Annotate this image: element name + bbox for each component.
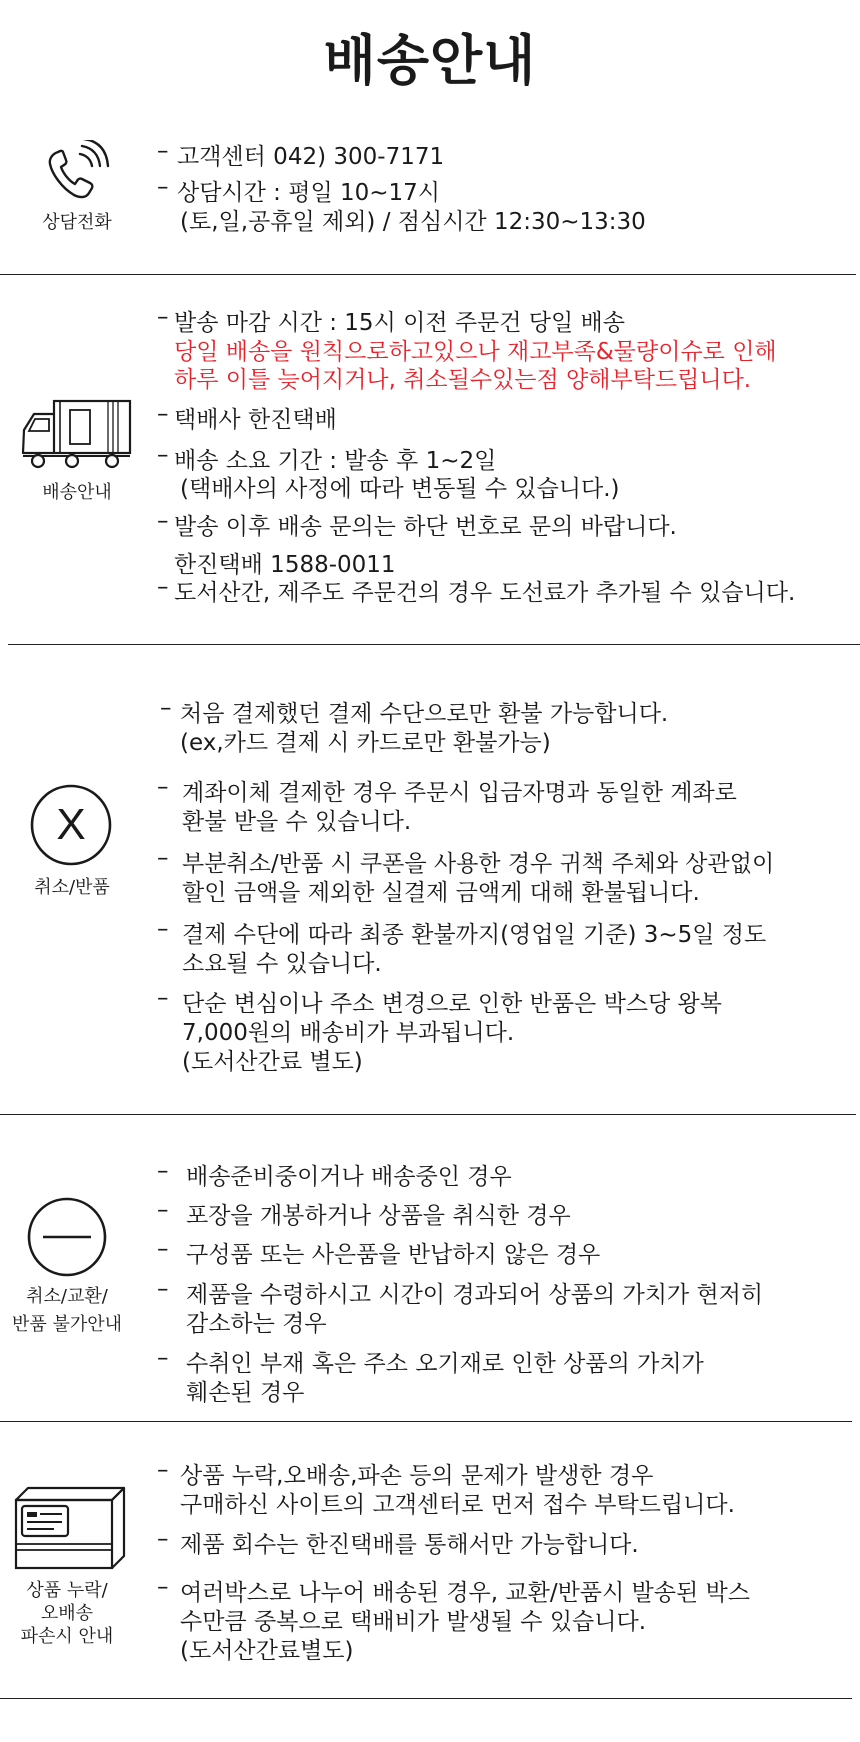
dash-marker: – xyxy=(157,304,169,330)
truck-icon xyxy=(20,398,134,470)
shipping-notice-line: 당일 배송을 원칙으로하고있으나 재고부족&물량이슈로 인해 xyxy=(174,339,777,365)
dash-marker: – xyxy=(157,1574,169,1600)
section-no-cancel-label: 취소/교환/ xyxy=(26,1286,108,1307)
divider xyxy=(0,274,856,275)
dash-marker: – xyxy=(157,845,169,871)
cancel-line: 계좌이체 결제한 경우 주문시 입금자명과 동일한 계좌로 xyxy=(182,780,737,806)
dash-marker: – xyxy=(157,1526,169,1552)
missing-line: 구매하신 사이트의 고객센터로 먼저 접수 부탁드립니다. xyxy=(180,1492,735,1518)
dash-marker: – xyxy=(160,695,172,721)
no-cancel-line: 포장을 개봉하거나 상품을 취식한 경우 xyxy=(186,1203,571,1229)
cancel-line: (ex,카드 결제 시 카드로만 환불가능) xyxy=(180,730,551,756)
dash-marker: – xyxy=(157,442,169,468)
missing-line: (도서산간료별도) xyxy=(180,1638,354,1664)
dash-marker: – xyxy=(157,574,169,600)
svg-text:X: X xyxy=(56,800,86,849)
cancel-x-icon xyxy=(29,783,113,867)
cancel-line: 결제 수단에 따라 최종 환불까지(영업일 기준) 3~5일 정도 xyxy=(182,922,767,948)
dash-marker: – xyxy=(157,1197,169,1223)
dash-marker: – xyxy=(157,916,169,942)
cancel-line: 처음 결제했던 결제 수단으로만 환불 가능합니다. xyxy=(180,701,669,727)
cancel-line: 부분취소/반품 시 쿠폰을 사용한 경우 귀책 주체와 상관없이 xyxy=(182,851,775,877)
section-missing-label: 파손시 안내 xyxy=(20,1626,114,1647)
phone-line: 고객센터 042) 300-7171 xyxy=(177,144,445,170)
dash-marker: – xyxy=(157,401,169,427)
shipping-line: 발송 마감 시간 : 15시 이전 주문건 당일 배송 xyxy=(174,310,625,336)
section-no-cancel-label: 반품 불가안내 xyxy=(11,1314,123,1335)
no-cancel-line: 수취인 부재 혹은 주소 오기재로 인한 상품의 가치가 xyxy=(186,1351,704,1377)
dash-marker: – xyxy=(157,1457,169,1483)
dash-marker: – xyxy=(157,1158,169,1184)
shipping-line: 택배사 한진택배 xyxy=(174,407,337,433)
no-cancel-line: 감소하는 경우 xyxy=(186,1311,327,1337)
no-cancel-line: 배송준비중이거나 배송중인 경우 xyxy=(186,1164,512,1190)
shipping-line: (택배사의 사정에 따라 변동될 수 있습니다.) xyxy=(180,476,620,502)
phone-line: (토,일,공휴일 제외) / 점심시간 12:30~13:30 xyxy=(180,209,646,235)
cancel-line: 환불 받을 수 있습니다. xyxy=(182,809,412,835)
section-shipping-label: 배송안내 xyxy=(42,482,112,503)
dash-marker: – xyxy=(157,1236,169,1262)
cancel-line: 단순 변심이나 주소 변경으로 인한 반품은 박스당 왕복 xyxy=(182,991,722,1017)
dash-marker: – xyxy=(157,1276,169,1302)
parcel-box-icon xyxy=(14,1484,126,1570)
cancel-line: 7,000원의 배송비가 부과됩니다. xyxy=(182,1020,515,1046)
shipping-line: 한진택배 1588-0011 xyxy=(174,552,396,578)
no-cancel-line: 제품을 수령하시고 시간이 경과되어 상품의 가치가 현저히 xyxy=(186,1282,764,1308)
phone-icon xyxy=(44,140,112,204)
dash-marker: – xyxy=(157,985,169,1011)
missing-line: 상품 누락,오배송,파손 등의 문제가 발생한 경우 xyxy=(180,1463,654,1489)
shipping-line: 발송 이후 배송 문의는 하단 번호로 문의 바랍니다. xyxy=(174,514,677,540)
phone-line: 상담시간 : 평일 10~17시 xyxy=(177,180,441,206)
shipping-line: 배송 소요 기간 : 발송 후 1~2일 xyxy=(174,448,497,474)
dash-marker: – xyxy=(157,508,169,534)
cancel-line: 소요될 수 있습니다. xyxy=(182,951,382,977)
no-cancel-line: 훼손된 경우 xyxy=(186,1380,305,1406)
dash-marker: – xyxy=(157,174,169,200)
section-missing-label: 상품 누락/ xyxy=(26,1580,108,1601)
missing-line: 여러박스로 나누어 배송된 경우, 교환/반품시 발송된 박스 xyxy=(180,1580,750,1606)
divider xyxy=(0,1114,856,1115)
dash-marker: – xyxy=(157,1345,169,1371)
section-cancel-label: 취소/반품 xyxy=(34,877,110,898)
divider xyxy=(8,644,860,645)
dash-marker: – xyxy=(157,774,169,800)
page-title: 배송안내 xyxy=(323,29,537,92)
missing-line: 제품 회수는 한진택배를 통해서만 가능합니다. xyxy=(180,1532,639,1558)
divider xyxy=(0,1698,852,1699)
missing-line: 수만큼 중복으로 택배비가 발생될 수 있습니다. xyxy=(180,1609,647,1635)
cancel-line: 할인 금액을 제외한 실결제 금액게 대해 환불됩니다. xyxy=(182,880,700,906)
shipping-line: 도서산간, 제주도 주문건의 경우 도선료가 추가될 수 있습니다. xyxy=(174,580,796,606)
cancel-line: (도서산간료 별도) xyxy=(182,1049,363,1075)
section-phone-label: 상담전화 xyxy=(42,212,112,233)
shipping-notice-line: 하루 이틀 늦어지거나, 취소될수있는점 양해부탁드립니다. xyxy=(174,367,752,393)
divider xyxy=(0,1421,852,1422)
section-missing-label: 오배송 xyxy=(40,1603,94,1624)
no-cancel-line: 구성품 또는 사은품을 반납하지 않은 경우 xyxy=(186,1242,601,1268)
dash-marker: – xyxy=(157,138,169,164)
minus-circle-icon xyxy=(26,1196,108,1278)
